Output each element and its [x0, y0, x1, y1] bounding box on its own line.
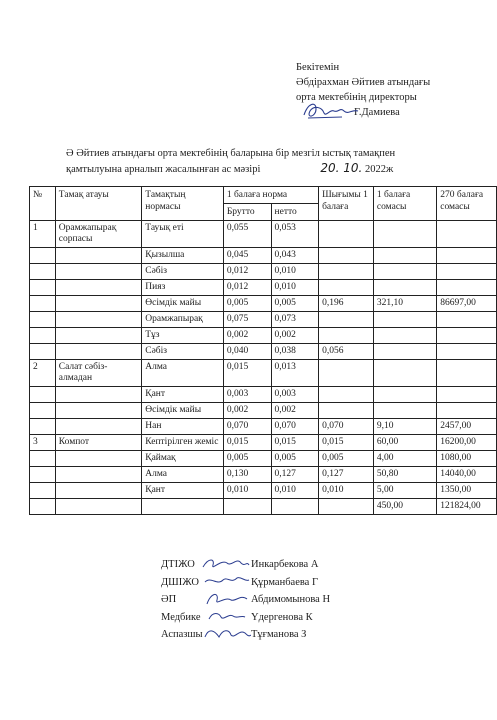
cell-expense — [319, 312, 374, 328]
staff-name: Құрманбаева Г — [251, 576, 319, 588]
header-dish: Тамақ атауы — [55, 187, 141, 221]
cell-brutto: 0,005 — [223, 296, 271, 312]
cell-price270 — [437, 264, 497, 280]
cell-brutto: 0,015 — [223, 360, 271, 387]
cell-brutto: 0,070 — [223, 419, 271, 435]
table-row — [30, 312, 497, 328]
cell-price270: 2457,00 — [437, 419, 497, 435]
table-row — [30, 483, 497, 499]
cell-price1 — [373, 264, 436, 280]
title-line-1: Ә Әйтиев атындағы орта мектебінің баларына бір мезгіл ыстық тамақпен — [66, 148, 396, 159]
staff-row — [161, 609, 330, 627]
cell-dish — [55, 451, 141, 467]
cell-price270: 86697,00 — [437, 296, 497, 312]
cell-price1: 60,00 — [373, 435, 436, 451]
cell-price270: 1080,00 — [437, 451, 497, 467]
cell-dish — [55, 280, 141, 296]
table-row — [30, 248, 497, 264]
cell-dish: Салат сәбіз-алмадан — [55, 360, 141, 387]
cell-dish — [55, 403, 141, 419]
cell-price270: 121824,00 — [437, 499, 497, 515]
cell-num — [30, 403, 56, 419]
approval-line-2: Әбдірахман Әйтиев атындағы — [296, 77, 431, 88]
staff-position: Аспазшы — [161, 629, 203, 640]
cell-dish: Орамжапырақ сорпасы — [55, 221, 141, 248]
cell-netto: 0,127 — [271, 467, 319, 483]
cell-dish — [55, 296, 141, 312]
cell-item: Пияз — [142, 280, 224, 296]
staff-row — [161, 591, 330, 609]
cell-num — [30, 328, 56, 344]
cell-num — [30, 248, 56, 264]
staff-name: Инкарбекова А — [251, 559, 319, 570]
cell-dish: Компот — [55, 435, 141, 451]
cell-netto: 0,010 — [271, 280, 319, 296]
header-per-child: 1 балаға норма — [223, 187, 318, 204]
cell-expense: 0,056 — [319, 344, 374, 360]
menu-table — [29, 186, 497, 515]
cell-dish — [55, 467, 141, 483]
staff-signatures — [161, 556, 330, 644]
table-row — [30, 296, 497, 312]
cell-item: Алма — [142, 360, 224, 387]
cell-price270 — [437, 328, 497, 344]
signature-icon — [201, 593, 251, 607]
cell-num — [30, 280, 56, 296]
cell-item: Тұз — [142, 328, 224, 344]
staff-name: Тұғманова З — [251, 629, 307, 640]
cell-netto: 0,005 — [271, 296, 319, 312]
cell-item: Нан — [142, 419, 224, 435]
cell-expense: 0,070 — [319, 419, 374, 435]
table-row — [30, 467, 497, 483]
cell-item: Қант — [142, 387, 224, 403]
signature-icon — [201, 558, 251, 572]
cell-price1 — [373, 403, 436, 419]
table-row — [30, 264, 497, 280]
staff-row — [161, 574, 330, 592]
cell-price270: 1350,00 — [437, 483, 497, 499]
approval-line-3: орта мектебінің директоры — [296, 92, 417, 103]
staff-position: ДШІЖО — [161, 576, 199, 588]
cell-brutto: 0,003 — [223, 387, 271, 403]
table-row — [30, 419, 497, 435]
table-row — [30, 387, 497, 403]
cell-expense — [319, 221, 374, 248]
approval-line-1: Бекітемін — [296, 62, 340, 73]
cell-expense — [319, 280, 374, 296]
cell-netto: 0,043 — [271, 248, 319, 264]
cell-netto: 0,002 — [271, 328, 319, 344]
cell-dish — [55, 344, 141, 360]
cell-price1 — [373, 328, 436, 344]
cell-num — [30, 387, 56, 403]
cell-price1 — [373, 312, 436, 328]
cell-netto: 0,053 — [271, 221, 319, 248]
cell-dish — [55, 248, 141, 264]
cell-expense: 0,196 — [319, 296, 374, 312]
cell-dish — [55, 312, 141, 328]
cell-num — [30, 467, 56, 483]
signature-icon — [201, 610, 251, 624]
cell-price270 — [437, 387, 497, 403]
cell-expense: 0,015 — [319, 435, 374, 451]
cell-netto: 0,015 — [271, 435, 319, 451]
cell-price1 — [373, 280, 436, 296]
cell-expense: 0,010 — [319, 483, 374, 499]
signature-icon — [201, 628, 251, 642]
cell-price270: 14040,00 — [437, 467, 497, 483]
cell-price1 — [373, 221, 436, 248]
cell-item — [142, 499, 224, 515]
title-line-2: қамтылуына арналып жасалынған ас мәзірі — [66, 164, 261, 175]
cell-item: Қант — [142, 483, 224, 499]
table-row — [30, 328, 497, 344]
cell-item: Сәбіз — [142, 344, 224, 360]
cell-num — [30, 264, 56, 280]
staff-position: ӘП — [161, 594, 177, 605]
cell-dish — [55, 483, 141, 499]
header-price-one: 1 балаға сомасы — [373, 187, 436, 221]
cell-netto: 0,010 — [271, 483, 319, 499]
cell-expense — [319, 403, 374, 419]
cell-price270 — [437, 248, 497, 264]
cell-netto — [271, 499, 319, 515]
cell-item: Алма — [142, 467, 224, 483]
cell-price1: 4,00 — [373, 451, 436, 467]
cell-netto: 0,073 — [271, 312, 319, 328]
staff-name: Абдимомынова Н — [251, 594, 331, 605]
cell-num — [30, 499, 56, 515]
cell-brutto — [223, 499, 271, 515]
cell-brutto: 0,130 — [223, 467, 271, 483]
cell-brutto: 0,012 — [223, 264, 271, 280]
cell-brutto: 0,010 — [223, 483, 271, 499]
header-price-270: 270 балаға сомасы — [437, 187, 497, 221]
cell-brutto: 0,040 — [223, 344, 271, 360]
cell-price1 — [373, 360, 436, 387]
table-row — [30, 360, 497, 387]
header-expense: Шығымы 1 балаға — [319, 187, 374, 221]
cell-num — [30, 483, 56, 499]
table-row — [30, 344, 497, 360]
cell-expense: 0,127 — [319, 467, 374, 483]
approval-signature-line — [296, 105, 430, 120]
cell-num — [30, 451, 56, 467]
cell-price1 — [373, 387, 436, 403]
cell-item: Кептірілген жеміс — [142, 435, 224, 451]
cell-expense — [319, 499, 374, 515]
cell-expense — [319, 328, 374, 344]
cell-expense — [319, 387, 374, 403]
header-brutto: Брутто — [223, 204, 271, 221]
cell-price1: 450,00 — [373, 499, 436, 515]
cell-price270 — [437, 344, 497, 360]
cell-num: 1 — [30, 221, 56, 248]
header-norm: Тамақтың нормасы — [142, 187, 224, 221]
table-row — [30, 280, 497, 296]
cell-num: 2 — [30, 360, 56, 387]
cell-brutto: 0,075 — [223, 312, 271, 328]
cell-item: Қызылша — [142, 248, 224, 264]
staff-position: ДТІЖО — [161, 559, 195, 570]
cell-item: Өсімдік майы — [142, 296, 224, 312]
cell-price1: 5,00 — [373, 483, 436, 499]
approval-block — [296, 60, 430, 120]
cell-netto: 0,070 — [271, 419, 319, 435]
header-netto: нетто — [271, 204, 319, 221]
cell-price1: 321,10 — [373, 296, 436, 312]
cell-brutto: 0,002 — [223, 403, 271, 419]
table-row — [30, 499, 497, 515]
cell-brutto: 0,005 — [223, 451, 271, 467]
cell-expense — [319, 248, 374, 264]
header-num: № — [30, 187, 56, 221]
cell-price270 — [437, 221, 497, 248]
cell-item: Қаймақ — [142, 451, 224, 467]
cell-dish — [55, 419, 141, 435]
cell-price270 — [437, 280, 497, 296]
cell-num — [30, 419, 56, 435]
cell-brutto: 0,012 — [223, 280, 271, 296]
cell-dish — [55, 387, 141, 403]
cell-item: Орамжапырақ — [142, 312, 224, 328]
cell-brutto: 0,002 — [223, 328, 271, 344]
cell-brutto: 0,015 — [223, 435, 271, 451]
cell-netto: 0,013 — [271, 360, 319, 387]
cell-expense — [319, 264, 374, 280]
cell-num — [30, 296, 56, 312]
cell-num: 3 — [30, 435, 56, 451]
cell-price270 — [437, 312, 497, 328]
cell-netto: 0,003 — [271, 387, 319, 403]
cell-price270: 16200,00 — [437, 435, 497, 451]
cell-price1: 9,10 — [373, 419, 436, 435]
cell-num — [30, 344, 56, 360]
cell-brutto: 0,055 — [223, 221, 271, 248]
cell-dish — [55, 499, 141, 515]
cell-netto: 0,002 — [271, 403, 319, 419]
staff-row — [161, 626, 330, 644]
cell-item: Сәбіз — [142, 264, 224, 280]
cell-brutto: 0,045 — [223, 248, 271, 264]
cell-price1 — [373, 248, 436, 264]
staff-row — [161, 556, 330, 574]
cell-price270 — [437, 403, 497, 419]
cell-netto: 0,010 — [271, 264, 319, 280]
cell-dish — [55, 328, 141, 344]
cell-expense: 0,005 — [319, 451, 374, 467]
table-row — [30, 403, 497, 419]
title-year: 2022ж — [365, 164, 394, 175]
table-row — [30, 221, 497, 248]
cell-item: Өсімдік майы — [142, 403, 224, 419]
document-title — [66, 146, 395, 177]
cell-expense — [319, 360, 374, 387]
cell-price1 — [373, 344, 436, 360]
staff-name: Үдергенова К — [251, 611, 313, 623]
signature-icon — [201, 575, 251, 589]
cell-dish — [55, 264, 141, 280]
cell-price1: 50,80 — [373, 467, 436, 483]
cell-price270 — [437, 360, 497, 387]
cell-item: Тауық еті — [142, 221, 224, 248]
title-date: 20. 10. — [320, 161, 363, 175]
staff-position: Медбике — [161, 611, 201, 623]
cell-netto: 0,038 — [271, 344, 319, 360]
cell-num — [30, 312, 56, 328]
approval-signer: Г.Дамиева — [354, 107, 400, 118]
cell-netto: 0,005 — [271, 451, 319, 467]
table-row — [30, 435, 497, 451]
director-signature-icon — [302, 99, 360, 123]
table-row — [30, 451, 497, 467]
